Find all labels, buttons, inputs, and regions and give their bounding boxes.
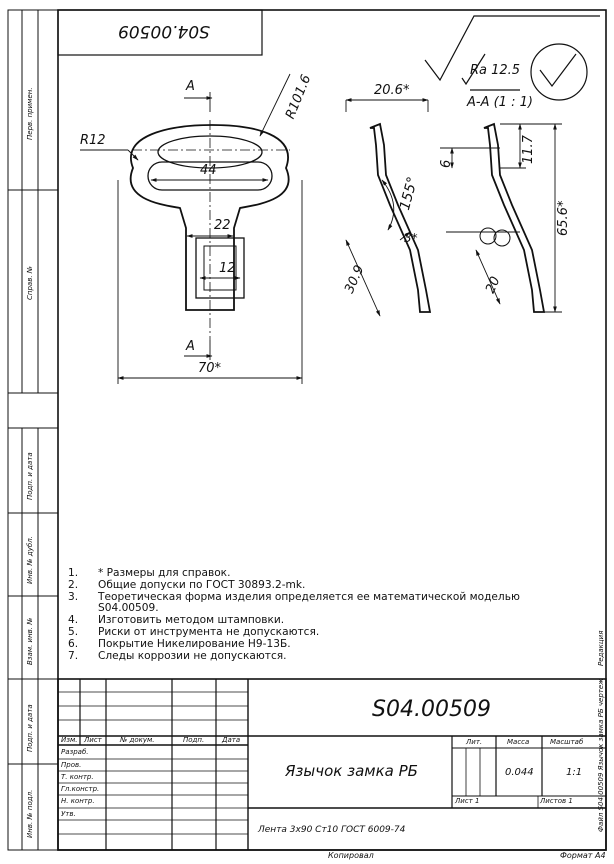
note-item: 5. Риски от инструмента не допускаются. <box>68 625 320 638</box>
hdr-n-dokum: № докум. <box>120 736 155 744</box>
designation: S04.00509 <box>372 697 491 722</box>
hdr-list: Лист <box>84 736 102 744</box>
mass-value: 0.044 <box>505 767 534 778</box>
note-item: 4. Изготовить методом штамповки. <box>68 614 285 627</box>
material: Лента 3х90 Ст10 ГОСТ 6009-74 <box>258 825 406 835</box>
dim-11-7: 11.7 <box>521 135 536 164</box>
margin-inv-dubl: Инв. № дубл. <box>26 536 34 584</box>
role-t-kontr: Т. контр. <box>61 773 94 781</box>
plan-dimension-lines <box>80 74 302 384</box>
section-dimension-lines <box>346 100 562 316</box>
dim-20: 20 <box>483 274 504 296</box>
roughness-symbol <box>425 16 600 100</box>
note-item: 6. Покрытие Никелирование Н9-13Б. <box>68 637 291 650</box>
dim-3: 3* <box>404 231 418 245</box>
note-item: 7. Следы коррозии не допускаются. <box>68 649 287 662</box>
dim-20-6: 20.6* <box>374 83 410 98</box>
dim-r12: R12 <box>80 133 106 148</box>
part-title: Язычок замка РБ <box>285 762 418 780</box>
margin-sprav-no: Справ. № <box>26 265 34 300</box>
hdr-data: Дата <box>222 736 241 744</box>
technical-notes <box>68 568 558 662</box>
margin-podp-data-1: Подп. и дата <box>26 452 34 500</box>
note-item: 3. Теоретическая форма изделия определяется ее математической моделью S04.00509. <box>68 590 520 615</box>
role-utv: Утв. <box>61 810 76 818</box>
revision-label: Редакция <box>597 630 605 666</box>
role-gl-konstr: Гл.констр. <box>61 785 100 793</box>
dim-22: 22 <box>214 218 231 233</box>
dim-6: 6 <box>439 159 454 168</box>
sheets-label: Листов 1 <box>540 797 573 805</box>
dim-12: 12 <box>219 261 236 276</box>
margin-perv-primen: Перв. примен. <box>26 87 34 140</box>
file-note: Файл S04.00509 Язычок замка РБ чертеж <box>597 678 605 832</box>
note-item: 1. * Размеры для справок. <box>68 567 231 579</box>
section-label: А-А (1 : 1) <box>467 95 533 110</box>
cut-mark-top: А <box>186 79 195 94</box>
hdr-izm: Изм. <box>61 736 78 744</box>
roughness-label: Ra 12.5 <box>470 63 521 78</box>
format-label: Формат А4 <box>560 851 606 860</box>
dim-30-9: 30.9 <box>342 263 368 296</box>
copied-by: Копировал <box>328 851 374 860</box>
margin-inv-podl: Инв. № подл. <box>26 789 34 838</box>
dim-44: 44 <box>200 163 217 178</box>
hdr-lit: Лит. <box>466 738 483 746</box>
part-plan-view <box>131 120 290 340</box>
role-razrab: Разраб. <box>61 748 89 756</box>
dim-r1016: R101.6 <box>283 72 315 122</box>
role-prov: Пров. <box>61 761 82 769</box>
section-view <box>370 124 544 312</box>
hdr-masshtab: Масштаб <box>550 738 584 746</box>
hdr-podp: Подп. <box>183 736 205 744</box>
hdr-massa: Масса <box>507 738 530 746</box>
top-stamp-code: S04.00509 <box>118 21 210 41</box>
dim-65-6: 65.6* <box>556 200 571 236</box>
note-item: 2. Общие допуски по ГОСТ 30893.2-mk. <box>68 578 306 591</box>
margin-vzam-inv: Взам. инв. № <box>26 617 34 665</box>
sheet-label: Лист 1 <box>455 797 480 805</box>
dim-155: 155° <box>397 175 422 212</box>
dim-70: 70* <box>198 361 222 376</box>
scale-value: 1:1 <box>566 767 583 778</box>
role-n-kontr: Н. контр. <box>61 797 95 805</box>
cut-mark-bottom: А <box>186 339 195 354</box>
margin-podp-data-2: Подп. и дата <box>26 704 34 752</box>
